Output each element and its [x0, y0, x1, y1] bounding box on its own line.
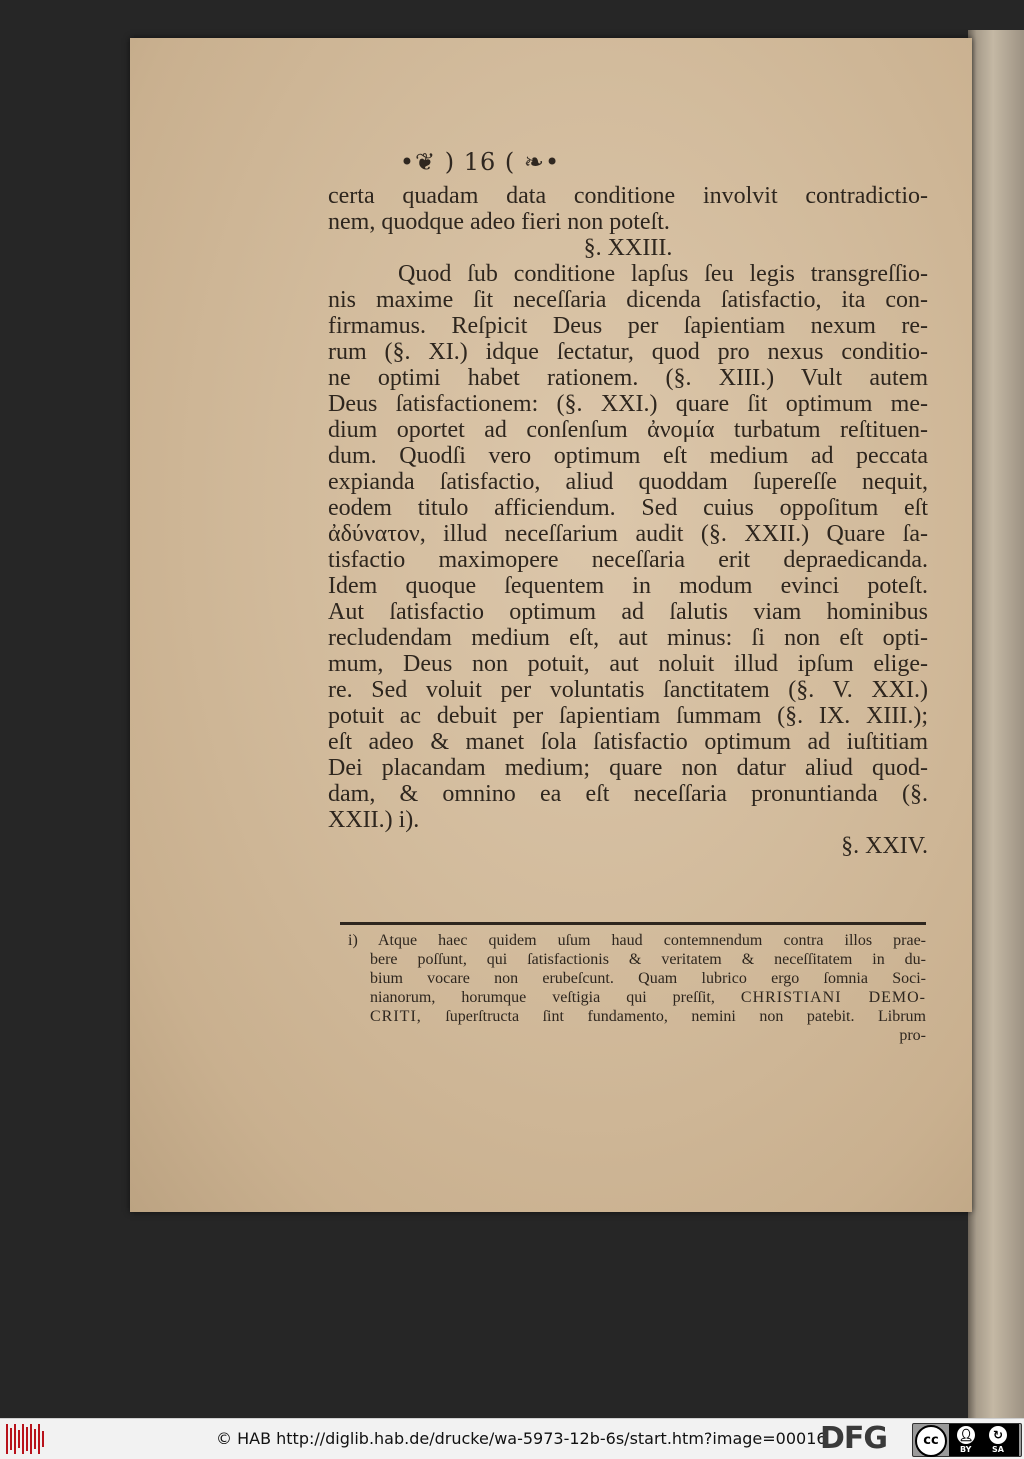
text-line: Dei placandam medium; quare non datur aliud quod- [328, 755, 928, 781]
section-heading: §. XXIII. [583, 235, 673, 261]
scanned-page [130, 38, 972, 1212]
footnote-text: ſuperſtructa ſint fundamento, nemini non patebit. Librum [421, 1008, 926, 1025]
footnote-line: bium vocare non erubeſcunt. Quam lubrico ergo ſomnia Soci- [370, 970, 926, 987]
text-line: re. Sed voluit per voluntatis ſanctitatem (§. V. XXI.) [328, 677, 928, 703]
page-body [328, 183, 928, 859]
author-name: CHRISTIANI DEMO- [740, 989, 926, 1006]
text-line: dium oportet ad conſenſum ἀνομία turbatum reſtituen- [328, 417, 928, 443]
text-line: tisfactio maximopere neceſſaria erit depraedicanda. [328, 547, 928, 573]
copyright-link[interactable]: © HAB http://diglib.hab.de/drucke/wa-5973-12b-6s/start.htm?image=00016 [216, 1429, 827, 1448]
text-line: expianda ſatisfactio, aliud quoddam ſupereſſe nequit, [328, 469, 928, 495]
text-line: mum, Deus non potuit, aut noluit illud ipſum elige- [328, 651, 928, 677]
by-label: BY [960, 1445, 972, 1454]
page-header: •❦ ) 16 ( ❧• [399, 148, 561, 176]
text-line: ne optimi habet rationem. (§. XIII.) Vult autem [328, 365, 928, 391]
sa-label: SA [992, 1445, 1004, 1454]
footnote-divider [340, 922, 926, 925]
text-line: nem, quodque adeo fieri non poteſt. [328, 209, 670, 235]
cc-license-badge[interactable] [912, 1423, 1022, 1457]
text-line: XXII.) i). [328, 807, 420, 833]
footnote-line [348, 988, 926, 1007]
text-line: potuit ac debuit per ſapientiam ſummam (§. IX. XIII.); [328, 703, 928, 729]
text-line: nis maxime ſit neceſſaria dicenda ſatisfactio, ita con- [328, 287, 928, 313]
dfg-logo[interactable]: DFG [820, 1421, 888, 1456]
share-alike-icon: ↻ [989, 1426, 1007, 1444]
author-name: CRITI, [370, 1008, 422, 1025]
footnote-text: nianorum, horumque veſtigia qui preſſit, [370, 989, 715, 1006]
catchword: pro- [899, 1027, 926, 1044]
footer-bar [0, 1418, 1024, 1459]
hab-logo-icon[interactable] [4, 1424, 48, 1454]
text-line: certa quadam data conditione involvit contradictio- [328, 183, 928, 209]
license-panel [949, 1424, 1019, 1456]
footnote-line: bere poſſunt, qui ſatisfactionis & veritatem & neceſſitatem in du- [370, 951, 926, 968]
text-line: rum (§. XI.) idque ſectatur, quod pro nexus conditio- [328, 339, 928, 365]
text-line: Idem quoque ſequentem in modum evinci poteſt. [328, 573, 928, 599]
text-line: eſt adeo & manet ſola ſatisfactio optimum ad iuſtitiam [328, 729, 928, 755]
text-line: Aut ſatisfactio optimum ad ſalutis viam hominibus [328, 599, 928, 625]
text-line: Deus ſatisfactionem: (§. XXI.) quare ſit optimum me- [328, 391, 928, 417]
footnote-line [348, 1007, 926, 1026]
text-line: dam, & omnino ea eſt neceſſaria pronuntianda (§. [328, 781, 928, 807]
text-line: Quod ſub conditione lapſus ſeu legis transgreſſio- [398, 261, 928, 287]
cc-icon: cc [915, 1425, 947, 1457]
text-line: ἀδύνατον, illud neceſſarium audit (§. XXII.) Quare ſa- [328, 521, 928, 547]
text-line: firmamus. Reſpicit Deus per ſapientiam nexum re- [328, 313, 928, 339]
footnote-line: i) Atque haec quidem uſum haud contemnendum contra illos prae- [348, 932, 926, 949]
adjacent-page-edge [968, 30, 1024, 1418]
catchword: §. XXIV. [841, 833, 928, 859]
text-line: dum. Quodſi vero optimum eſt medium ad peccata [328, 443, 928, 469]
text-line: eodem titulo afficiendum. Sed cuius oppoſitum eſt [328, 495, 928, 521]
attribution-icon: 👤︎ [958, 1428, 974, 1442]
text-line: recludendam medium eſt, aut minus: ſi non eſt opti- [328, 625, 928, 651]
footnote [348, 931, 926, 1045]
